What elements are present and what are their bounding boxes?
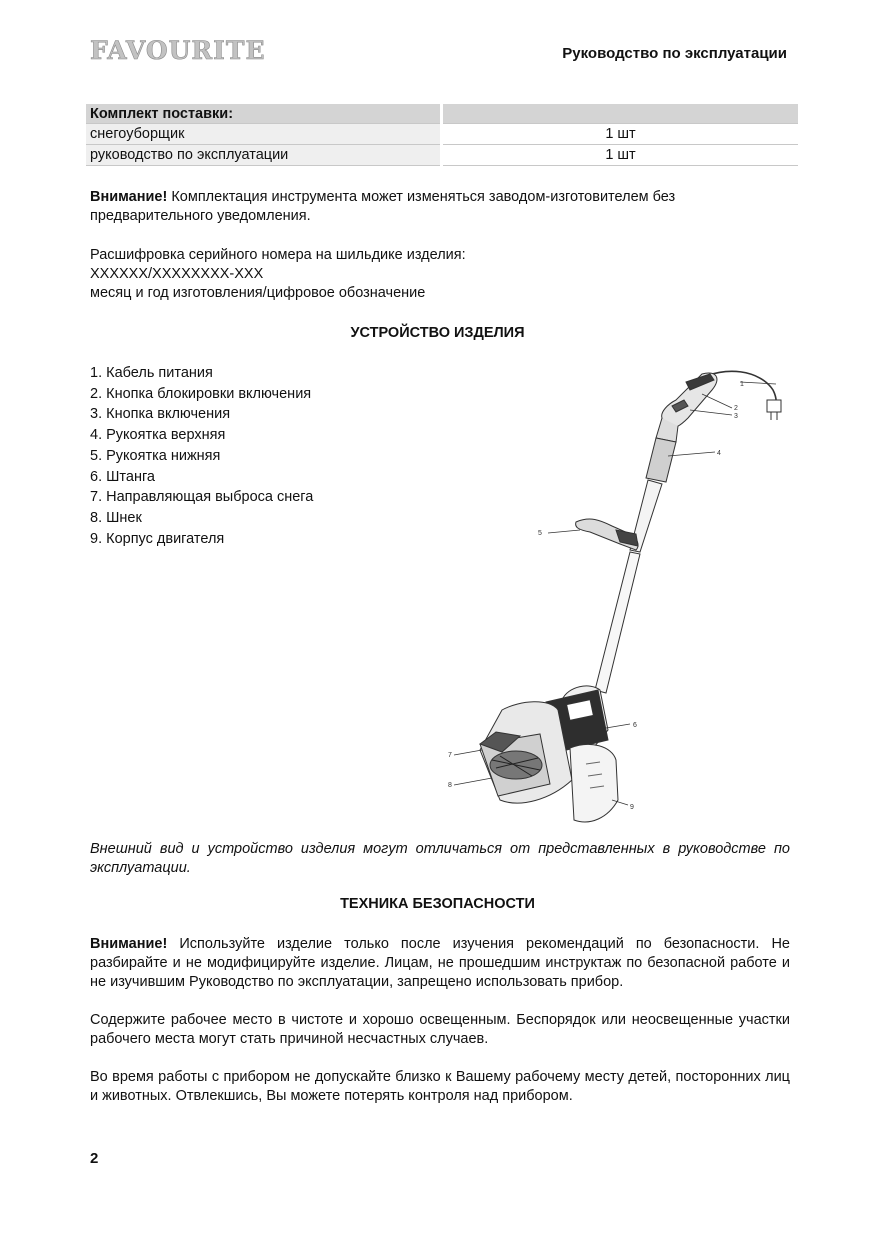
snow-thrower-diagram (440, 360, 800, 835)
list-item: 5. Рукоятка нижняя (90, 447, 221, 464)
notice-text: Комплектация инструмента может изменяться заводом-изготовителем без предварительного уведомления. (90, 189, 676, 224)
serial-block (90, 246, 790, 303)
diagram-label-9: 9 (630, 804, 634, 811)
serial-line-3: месяц и год изготовления/цифровое обозначение (90, 285, 426, 301)
diagram-label-6: 6 (633, 722, 637, 729)
list-item: 6. Штанга (90, 468, 155, 485)
notice-paragraph (90, 188, 790, 226)
list-item: 1. Кабель питания (90, 365, 213, 381)
list-item: 8. Шнек (90, 509, 142, 526)
notice-bold: Внимание! (90, 189, 168, 205)
document-title: Руководство по эксплуатации (562, 45, 787, 62)
kit-qty: 1 шт (442, 124, 799, 145)
serial-line-2: XXXXXX/XXXXXXXX-XXX (90, 266, 264, 282)
safety-paragraph-2: Содержите рабочее место в чистоте и хорошо освещенным. Беспорядок или неосвещенные участки рабочего места могут стать причиной несчастных случаев. (90, 1012, 790, 1047)
diagram-label-8: 8 (448, 782, 452, 789)
list-item: 2. Кнопка блокировки включения (90, 385, 312, 402)
list-item: 3. Кнопка включения (90, 406, 231, 423)
safety-paragraph-3: Во время работы с прибором не допускайте близко к Вашему рабочему месту детей, посторонних лиц и животных. Отвлекшись, Вы можете потерять контроля над прибором. (90, 1069, 790, 1104)
diagram-label-2: 2 (734, 405, 738, 412)
diagram-label-3: 3 (734, 413, 738, 420)
safety-text-1: Используйте изделие только после изучения рекомендаций по безопасности. Не разбирайте и не модифицируйте изделие. Лицам, не прошедшим инструктаж по безопасной работе и не изучившим Руководство по эксплуатации, запрещено использовать прибор. (90, 936, 790, 990)
kit-qty: 1 шт (442, 145, 799, 166)
page-number: 2 (90, 1150, 99, 1167)
device-heading: УСТРОЙСТВО ИЗДЕЛИЯ (350, 325, 525, 341)
diagram-label-1: 1 (740, 381, 744, 388)
kit-table-header-row (86, 104, 798, 124)
table-row (86, 124, 798, 145)
kit-table-header: Комплект поставки: (86, 104, 442, 124)
kit-table-header-empty (442, 104, 799, 124)
diagram-label-4: 4 (717, 450, 721, 457)
brand-logo: FAVOURITE (90, 36, 266, 65)
safety-paragraph-1 (90, 935, 790, 992)
kit-item: руководство по эксплуатации (86, 145, 442, 166)
safety-bold: Внимание! (90, 936, 168, 952)
kit-table (86, 104, 798, 166)
disclaimer-paragraph: Внешний вид и устройство изделия могут отличаться от представленных в руководстве по эксплуатации. (90, 841, 790, 876)
kit-item: снегоуборщик (86, 124, 442, 145)
parts-list (90, 363, 313, 549)
list-item: 9. Корпус двигателя (90, 530, 225, 547)
serial-line-1: Расшифровка серийного номера на шильдике изделия: (90, 247, 466, 263)
table-row (86, 145, 798, 166)
diagram-label-5: 5 (538, 530, 542, 537)
diagram-label-7: 7 (448, 752, 452, 759)
list-item: 7. Направляющая выброса снега (90, 489, 314, 506)
safety-heading: ТЕХНИКА БЕЗОПАСНОСТИ (340, 896, 535, 912)
list-item: 4. Рукоятка верхняя (90, 427, 226, 444)
